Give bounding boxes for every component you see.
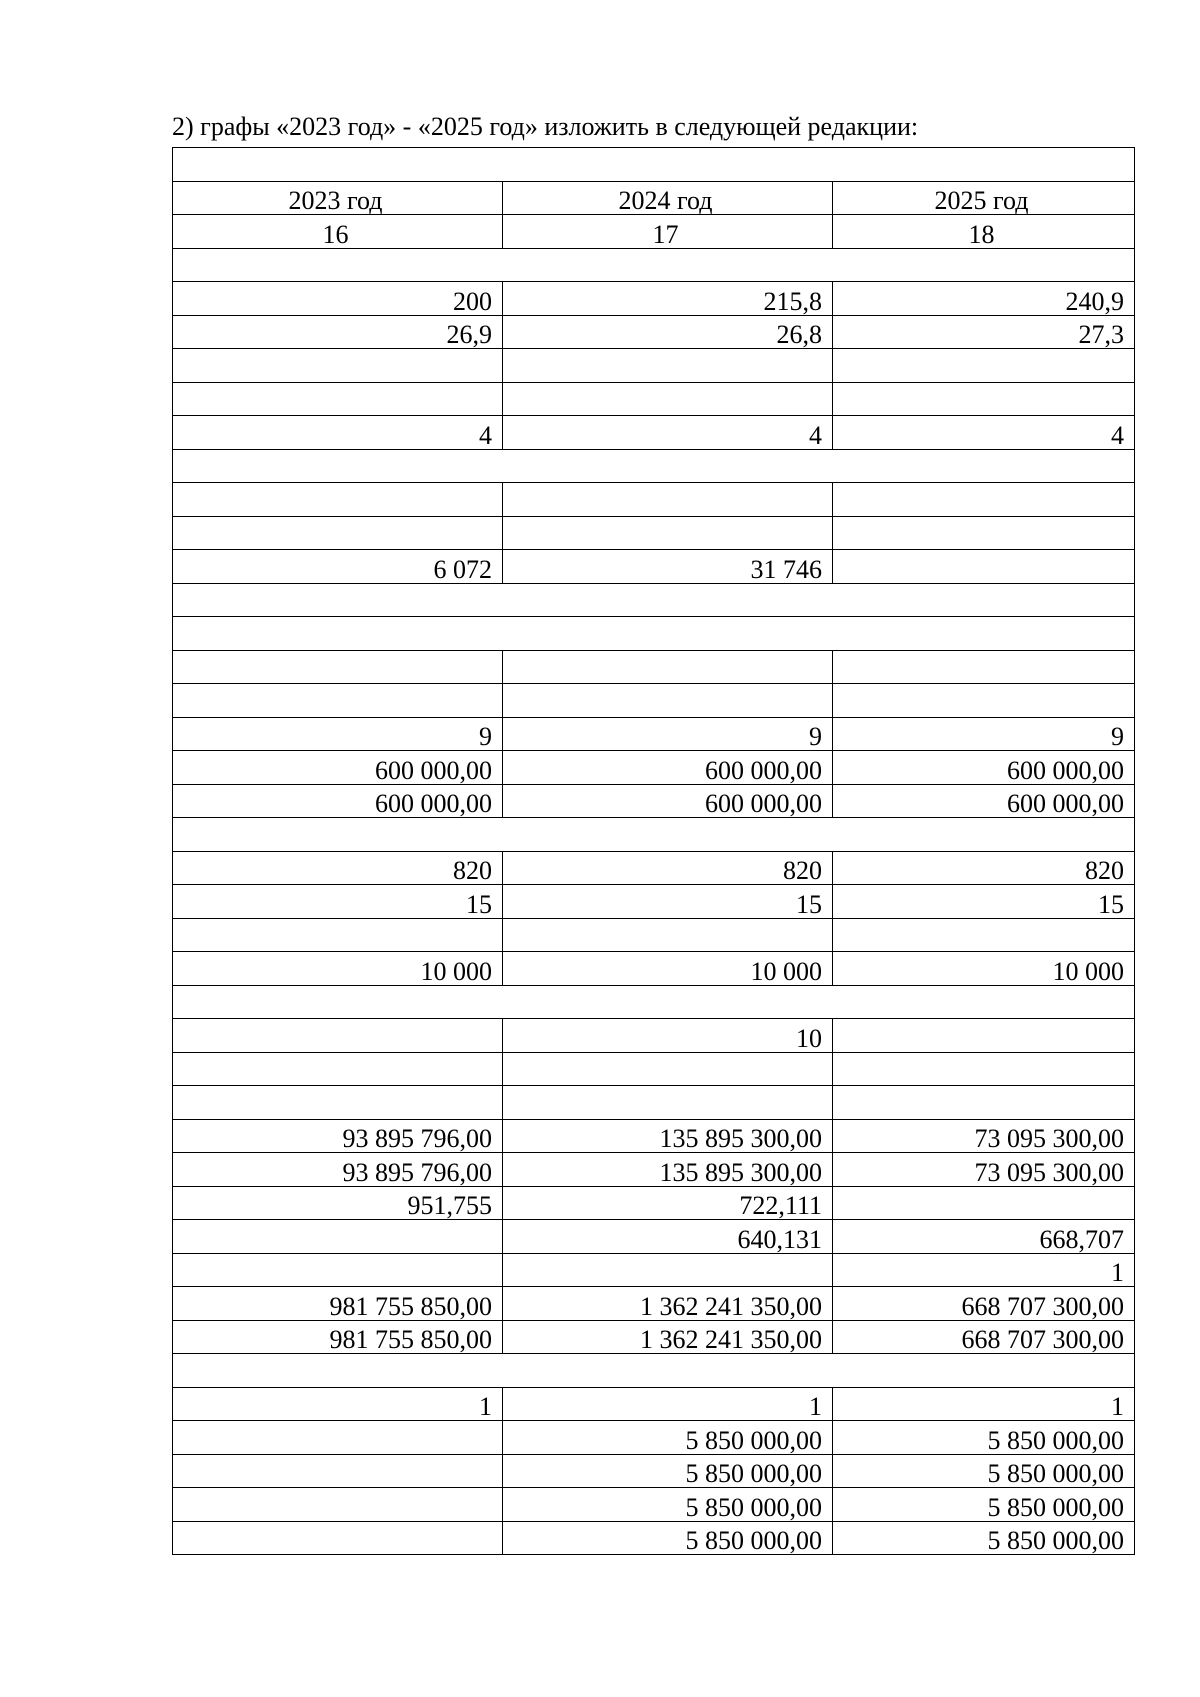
value-cell-2025: 10 000 xyxy=(833,952,1135,986)
value-cell-2025 xyxy=(833,1019,1135,1053)
value-cell-2023: 93 895 796,00 xyxy=(173,1153,503,1187)
table-row xyxy=(173,416,1135,450)
column-number-18: 18 xyxy=(833,215,1135,249)
merged-empty-cell xyxy=(173,148,1135,182)
value-cell-2025 xyxy=(833,550,1135,584)
column-number-16: 16 xyxy=(173,215,503,249)
value-cell-2024 xyxy=(503,684,833,718)
table-row xyxy=(173,516,1135,550)
value-cell-2025: 5 850 000,00 xyxy=(833,1488,1135,1522)
table-row xyxy=(173,282,1135,316)
header-cell-2025: 2025 год xyxy=(833,181,1135,215)
table-section-row xyxy=(173,1354,1135,1388)
table-row xyxy=(173,1421,1135,1455)
table-row xyxy=(173,717,1135,751)
column-number-row xyxy=(173,215,1135,249)
table-section-row xyxy=(173,985,1135,1019)
table-row xyxy=(173,349,1135,383)
value-cell-2023: 1 xyxy=(173,1387,503,1421)
value-cell-2024: 600 000,00 xyxy=(503,751,833,785)
value-cell-2025: 5 850 000,00 xyxy=(833,1421,1135,1455)
value-cell-2023 xyxy=(173,1521,503,1555)
value-cell-2025: 668 707 300,00 xyxy=(833,1320,1135,1354)
table-row xyxy=(173,1488,1135,1522)
table-row xyxy=(173,885,1135,919)
value-cell-2024: 5 850 000,00 xyxy=(503,1421,833,1455)
table-row xyxy=(173,1387,1135,1421)
table-row xyxy=(173,1119,1135,1153)
value-cell-2023: 200 xyxy=(173,282,503,316)
value-cell-2023 xyxy=(173,918,503,952)
value-cell-2024: 135 895 300,00 xyxy=(503,1119,833,1153)
value-cell-2025: 73 095 300,00 xyxy=(833,1119,1135,1153)
value-cell-2025 xyxy=(833,684,1135,718)
value-cell-2023: 15 xyxy=(173,885,503,919)
value-cell-2023: 6 072 xyxy=(173,550,503,584)
table-section-row xyxy=(173,449,1135,483)
value-cell-2024: 5 850 000,00 xyxy=(503,1521,833,1555)
merged-empty-cell xyxy=(173,985,1135,1019)
value-cell-2023 xyxy=(173,483,503,517)
value-cell-2024: 1 362 241 350,00 xyxy=(503,1320,833,1354)
value-cell-2023: 981 755 850,00 xyxy=(173,1287,503,1321)
table-row xyxy=(173,1454,1135,1488)
header-cell-2024: 2024 год xyxy=(503,181,833,215)
value-cell-2025: 1 xyxy=(833,1253,1135,1287)
value-cell-2025 xyxy=(833,349,1135,383)
value-cell-2023 xyxy=(173,1488,503,1522)
value-cell-2024 xyxy=(503,1253,833,1287)
column-number-17: 17 xyxy=(503,215,833,249)
value-cell-2025: 600 000,00 xyxy=(833,751,1135,785)
value-cell-2023 xyxy=(173,1220,503,1254)
table-row xyxy=(173,1052,1135,1086)
value-cell-2024 xyxy=(503,650,833,684)
value-cell-2025: 27,3 xyxy=(833,315,1135,349)
value-cell-2023 xyxy=(173,1421,503,1455)
value-cell-2025 xyxy=(833,1086,1135,1120)
value-cell-2023 xyxy=(173,1052,503,1086)
value-cell-2024: 4 xyxy=(503,416,833,450)
table-row xyxy=(173,918,1135,952)
value-cell-2025: 240,9 xyxy=(833,282,1135,316)
value-cell-2025 xyxy=(833,483,1135,517)
value-cell-2025: 600 000,00 xyxy=(833,784,1135,818)
value-cell-2024: 1 xyxy=(503,1387,833,1421)
value-cell-2024: 5 850 000,00 xyxy=(503,1488,833,1522)
table-row xyxy=(173,1287,1135,1321)
value-cell-2023: 4 xyxy=(173,416,503,450)
year-header-row xyxy=(173,181,1135,215)
table-section-row xyxy=(173,818,1135,852)
value-cell-2024: 10 000 xyxy=(503,952,833,986)
value-cell-2024: 135 895 300,00 xyxy=(503,1153,833,1187)
table-section-row xyxy=(173,583,1135,617)
table-row xyxy=(173,1253,1135,1287)
value-cell-2025: 1 xyxy=(833,1387,1135,1421)
value-cell-2025 xyxy=(833,382,1135,416)
value-cell-2024: 5 850 000,00 xyxy=(503,1454,833,1488)
table-section-row xyxy=(173,617,1135,651)
merged-empty-cell xyxy=(173,1354,1135,1388)
value-cell-2025: 820 xyxy=(833,851,1135,885)
value-cell-2023 xyxy=(173,1454,503,1488)
value-cell-2025 xyxy=(833,1052,1135,1086)
value-cell-2023: 93 895 796,00 xyxy=(173,1119,503,1153)
value-cell-2025: 5 850 000,00 xyxy=(833,1521,1135,1555)
value-cell-2025: 4 xyxy=(833,416,1135,450)
table-row xyxy=(173,1220,1135,1254)
merged-empty-cell xyxy=(173,818,1135,852)
table-row xyxy=(173,1320,1135,1354)
table-row xyxy=(173,751,1135,785)
value-cell-2025: 15 xyxy=(833,885,1135,919)
value-cell-2024 xyxy=(503,349,833,383)
table-row xyxy=(173,684,1135,718)
table-row xyxy=(173,1086,1135,1120)
table-row xyxy=(173,315,1135,349)
amendment-table-body xyxy=(173,148,1135,1555)
value-cell-2024: 1 362 241 350,00 xyxy=(503,1287,833,1321)
value-cell-2023 xyxy=(173,1086,503,1120)
table-section-row xyxy=(173,248,1135,282)
value-cell-2024: 820 xyxy=(503,851,833,885)
value-cell-2023 xyxy=(173,1253,503,1287)
value-cell-2024: 722,111 xyxy=(503,1186,833,1220)
value-cell-2024: 9 xyxy=(503,717,833,751)
merged-empty-cell xyxy=(173,583,1135,617)
value-cell-2023: 951,755 xyxy=(173,1186,503,1220)
table-row xyxy=(173,1521,1135,1555)
table-top-empty-row xyxy=(173,148,1135,182)
value-cell-2024: 31 746 xyxy=(503,550,833,584)
value-cell-2023: 600 000,00 xyxy=(173,751,503,785)
value-cell-2023 xyxy=(173,382,503,416)
table-row xyxy=(173,952,1135,986)
value-cell-2025: 73 095 300,00 xyxy=(833,1153,1135,1187)
value-cell-2025: 668,707 xyxy=(833,1220,1135,1254)
table-row xyxy=(173,784,1135,818)
value-cell-2023 xyxy=(173,349,503,383)
table-row xyxy=(173,1186,1135,1220)
value-cell-2025: 668 707 300,00 xyxy=(833,1287,1135,1321)
value-cell-2023: 26,9 xyxy=(173,315,503,349)
value-cell-2024: 215,8 xyxy=(503,282,833,316)
table-row xyxy=(173,382,1135,416)
value-cell-2025: 9 xyxy=(833,717,1135,751)
value-cell-2023 xyxy=(173,684,503,718)
merged-empty-cell xyxy=(173,617,1135,651)
value-cell-2024 xyxy=(503,382,833,416)
value-cell-2024: 15 xyxy=(503,885,833,919)
value-cell-2023: 600 000,00 xyxy=(173,784,503,818)
value-cell-2023 xyxy=(173,516,503,550)
value-cell-2025 xyxy=(833,516,1135,550)
value-cell-2025 xyxy=(833,650,1135,684)
value-cell-2023: 9 xyxy=(173,717,503,751)
value-cell-2023 xyxy=(173,650,503,684)
table-row xyxy=(173,550,1135,584)
value-cell-2024 xyxy=(503,1052,833,1086)
value-cell-2024 xyxy=(503,918,833,952)
table-row xyxy=(173,1153,1135,1187)
value-cell-2023: 981 755 850,00 xyxy=(173,1320,503,1354)
merged-empty-cell xyxy=(173,248,1135,282)
value-cell-2024 xyxy=(503,516,833,550)
merged-empty-cell xyxy=(173,449,1135,483)
table-row xyxy=(173,851,1135,885)
value-cell-2024 xyxy=(503,1086,833,1120)
value-cell-2025 xyxy=(833,918,1135,952)
header-cell-2023: 2023 год xyxy=(173,181,503,215)
value-cell-2024: 10 xyxy=(503,1019,833,1053)
value-cell-2024: 600 000,00 xyxy=(503,784,833,818)
value-cell-2023: 10 000 xyxy=(173,952,503,986)
value-cell-2025 xyxy=(833,1186,1135,1220)
amendment-intro-text: 2) графы «2023 год» - «2025 год» изложить в следующей редакции: xyxy=(172,112,919,141)
table-row xyxy=(173,650,1135,684)
value-cell-2024 xyxy=(503,483,833,517)
value-cell-2023: 820 xyxy=(173,851,503,885)
value-cell-2023 xyxy=(173,1019,503,1053)
value-cell-2025: 5 850 000,00 xyxy=(833,1454,1135,1488)
table-row xyxy=(173,1019,1135,1053)
amendment-table xyxy=(172,147,1135,1555)
value-cell-2024: 26,8 xyxy=(503,315,833,349)
table-row xyxy=(173,483,1135,517)
value-cell-2024: 640,131 xyxy=(503,1220,833,1254)
